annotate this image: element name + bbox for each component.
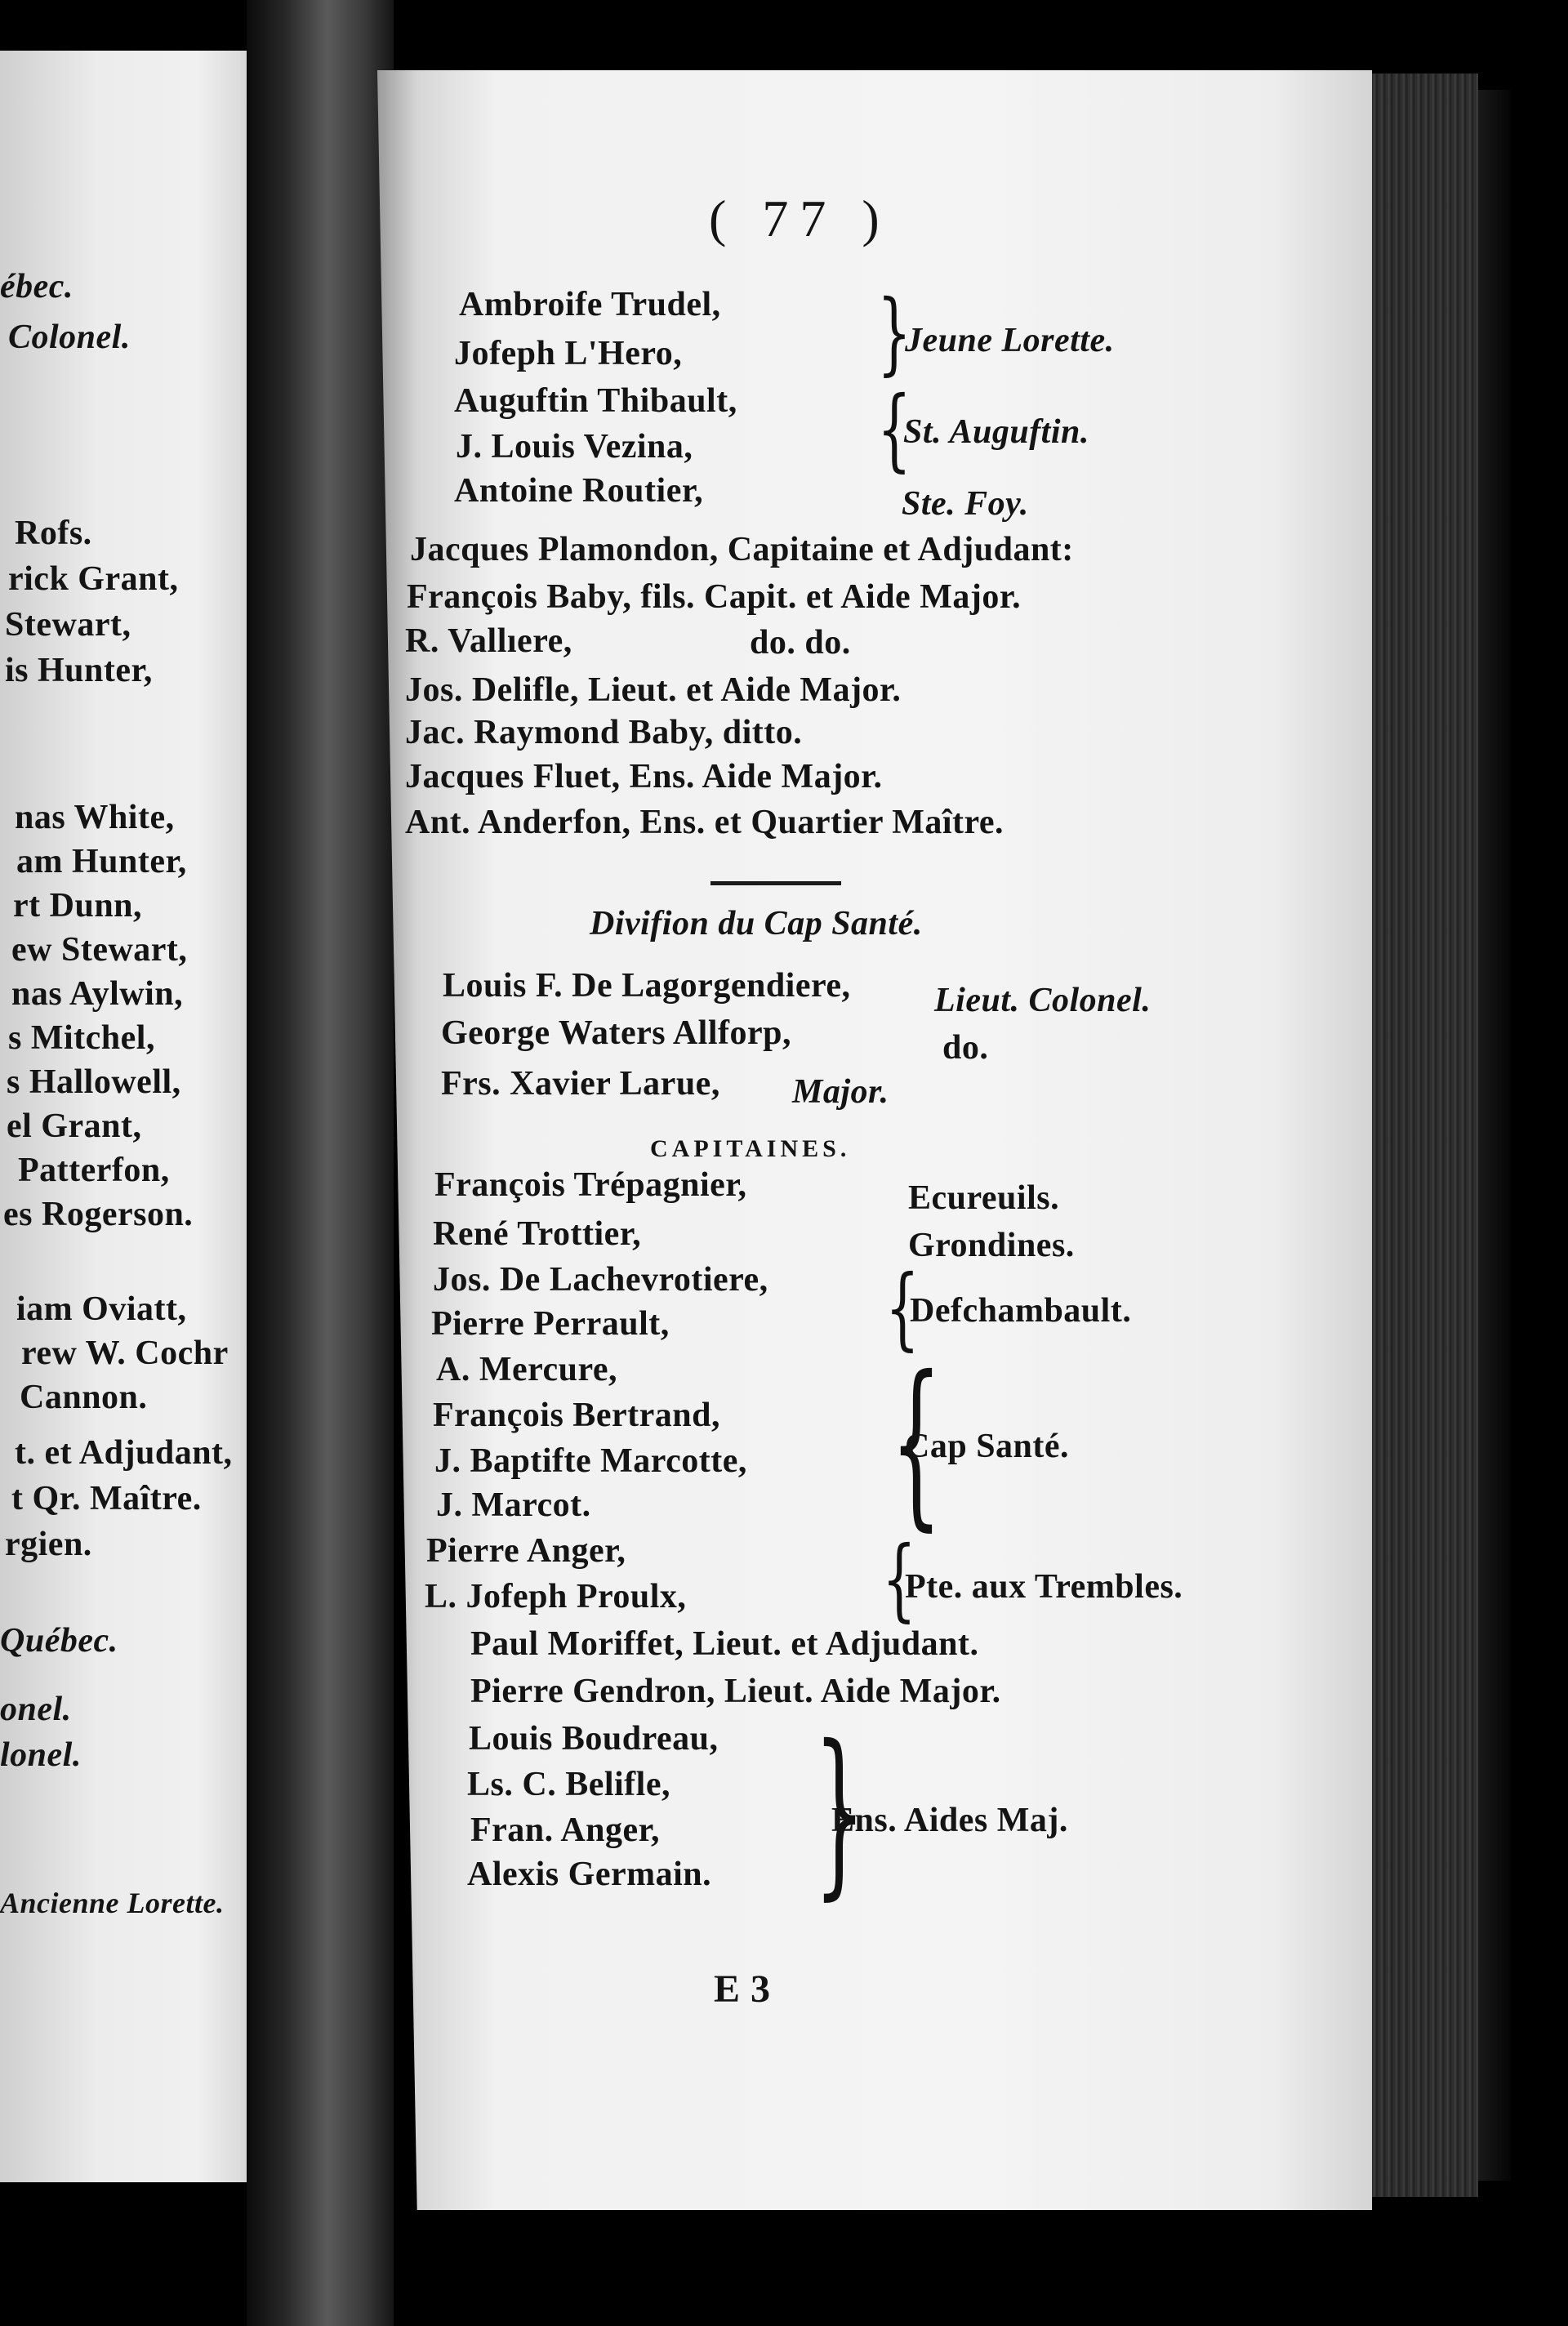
left-line: s Mitchel, bbox=[8, 1019, 155, 1057]
lieutenant-line: Paul Moriffet, Lieut. et Adjudant. bbox=[470, 1625, 979, 1663]
officer-line: Jos. Delifle, Lieut. et Aide Major. bbox=[405, 671, 902, 709]
place-label: Ste. Foy. bbox=[902, 485, 1029, 523]
brace-icon: { bbox=[882, 1526, 916, 1631]
page-number: ( 77 ) bbox=[709, 189, 891, 247]
ensign-name: Fran. Anger, bbox=[470, 1811, 660, 1849]
captain-name: René Trottier, bbox=[433, 1215, 642, 1253]
left-line: es Rogerson. bbox=[3, 1196, 194, 1233]
left-line: iam Oviatt, bbox=[16, 1290, 187, 1328]
left-line: rgien. bbox=[5, 1526, 92, 1563]
left-line: am Hunter, bbox=[16, 843, 187, 880]
left-line: Cannon. bbox=[20, 1379, 148, 1416]
captain-name: J. Marcot. bbox=[436, 1486, 591, 1524]
left-line: Rofs. bbox=[15, 515, 92, 552]
staff-rank: Lieut. Colonel. bbox=[934, 982, 1152, 1019]
left-line: lonel. bbox=[0, 1736, 82, 1774]
captain-name: L. Jofeph Proulx, bbox=[425, 1578, 687, 1615]
left-page bbox=[0, 51, 247, 2182]
signature-mark: E 3 bbox=[714, 1967, 771, 2011]
place-label: Ecureuils. bbox=[908, 1179, 1060, 1217]
left-line: t. et Adjudant, bbox=[15, 1434, 233, 1472]
captain-name: François Trépagnier, bbox=[434, 1166, 747, 1204]
left-line: Québec. bbox=[0, 1622, 118, 1660]
officer-line: Jacques Fluet, Ens. Aide Major. bbox=[405, 758, 883, 795]
captain-name: Pierre Perrault, bbox=[431, 1305, 670, 1343]
left-line: el Grant, bbox=[7, 1107, 142, 1145]
ensign-name: Louis Boudreau, bbox=[469, 1720, 719, 1758]
name-line: Auguftin Thibault, bbox=[454, 382, 737, 420]
brace-icon: { bbox=[890, 1338, 942, 1547]
captain-name: Pierre Anger, bbox=[426, 1532, 626, 1570]
officer-line: François Baby, fils. Capit. et Aide Major. bbox=[407, 578, 1022, 616]
officer-line: Ant. Anderfon, Ens. et Quartier Maître. bbox=[405, 804, 1004, 841]
left-line: Patterfon, bbox=[18, 1152, 170, 1189]
lieutenant-line: Pierre Gendron, Lieut. Aide Major. bbox=[470, 1673, 1001, 1710]
ensigns-label: Ens. Aides Maj. bbox=[831, 1802, 1068, 1839]
left-line: ew Stewart, bbox=[11, 931, 188, 969]
staff-rank: do. bbox=[942, 1029, 989, 1067]
place-label: Defchambault. bbox=[910, 1292, 1132, 1330]
brace-icon: { bbox=[877, 377, 911, 481]
left-line: Colonel. bbox=[8, 319, 131, 356]
left-line: ébec. bbox=[0, 268, 74, 305]
captain-name: A. Mercure, bbox=[436, 1351, 618, 1388]
left-line: nas Aylwin, bbox=[11, 975, 184, 1013]
place-label: Cap Santé. bbox=[905, 1428, 1070, 1465]
officer-line: Jacques Plamondon, Capitaine et Adjudant: bbox=[410, 531, 1074, 568]
place-label: Grondines. bbox=[908, 1227, 1075, 1264]
book-gutter bbox=[247, 0, 394, 2326]
capitaines-heading: CAPITAINES. bbox=[650, 1135, 851, 1162]
name-line: Jofeph L'Hero, bbox=[454, 335, 683, 372]
brace-icon: } bbox=[813, 1707, 866, 1916]
ensign-name: Alexis Germain. bbox=[467, 1856, 712, 1893]
name-line: Antoine Routier, bbox=[454, 472, 704, 510]
brace-icon: { bbox=[885, 1255, 920, 1360]
place-label: Jeune Lorette. bbox=[905, 322, 1115, 359]
staff-name: George Waters Allforp, bbox=[441, 1014, 791, 1052]
staff-rank: Major. bbox=[792, 1073, 889, 1111]
officer-line: R. Vallıere, bbox=[405, 622, 572, 660]
left-line: rt Dunn, bbox=[13, 887, 143, 925]
left-line: Ancienne Lorette. bbox=[0, 1887, 225, 1919]
officer-line: do. do. bbox=[750, 624, 851, 662]
page-edges bbox=[1372, 74, 1478, 2197]
staff-name: Frs. Xavier Larue, bbox=[441, 1065, 720, 1103]
left-line: rick Grant, bbox=[8, 560, 179, 598]
left-line: rew W. Cochr bbox=[21, 1335, 229, 1372]
left-line: onel. bbox=[0, 1691, 72, 1728]
place-label: St. Auguftin. bbox=[903, 413, 1089, 451]
ensign-name: Ls. C. Belifle, bbox=[467, 1766, 670, 1803]
captain-name: Jos. De Lachevrotiere, bbox=[433, 1261, 768, 1299]
captain-name: François Bertrand, bbox=[433, 1397, 720, 1434]
captain-name: J. Baptifte Marcotte, bbox=[434, 1442, 747, 1480]
left-line: is Hunter, bbox=[5, 652, 153, 689]
section-divider bbox=[710, 881, 841, 885]
name-line: Ambroife Trudel, bbox=[459, 286, 721, 323]
place-label: Pte. aux Trembles. bbox=[905, 1568, 1183, 1606]
left-line: s Hallowell, bbox=[7, 1063, 181, 1101]
brace-icon: } bbox=[877, 280, 911, 385]
left-line: Stewart, bbox=[5, 606, 131, 644]
left-line: t Qr. Maître. bbox=[11, 1480, 202, 1517]
division-title: Divifion du Cap Santé. bbox=[590, 905, 923, 942]
book-cover-edge bbox=[1478, 90, 1511, 2181]
left-line: nas White, bbox=[15, 799, 175, 836]
name-line: J. Louis Vezina, bbox=[456, 428, 693, 466]
staff-name: Louis F. De Lagorgendiere, bbox=[443, 967, 851, 1005]
officer-line: Jac. Raymond Baby, ditto. bbox=[405, 714, 803, 751]
